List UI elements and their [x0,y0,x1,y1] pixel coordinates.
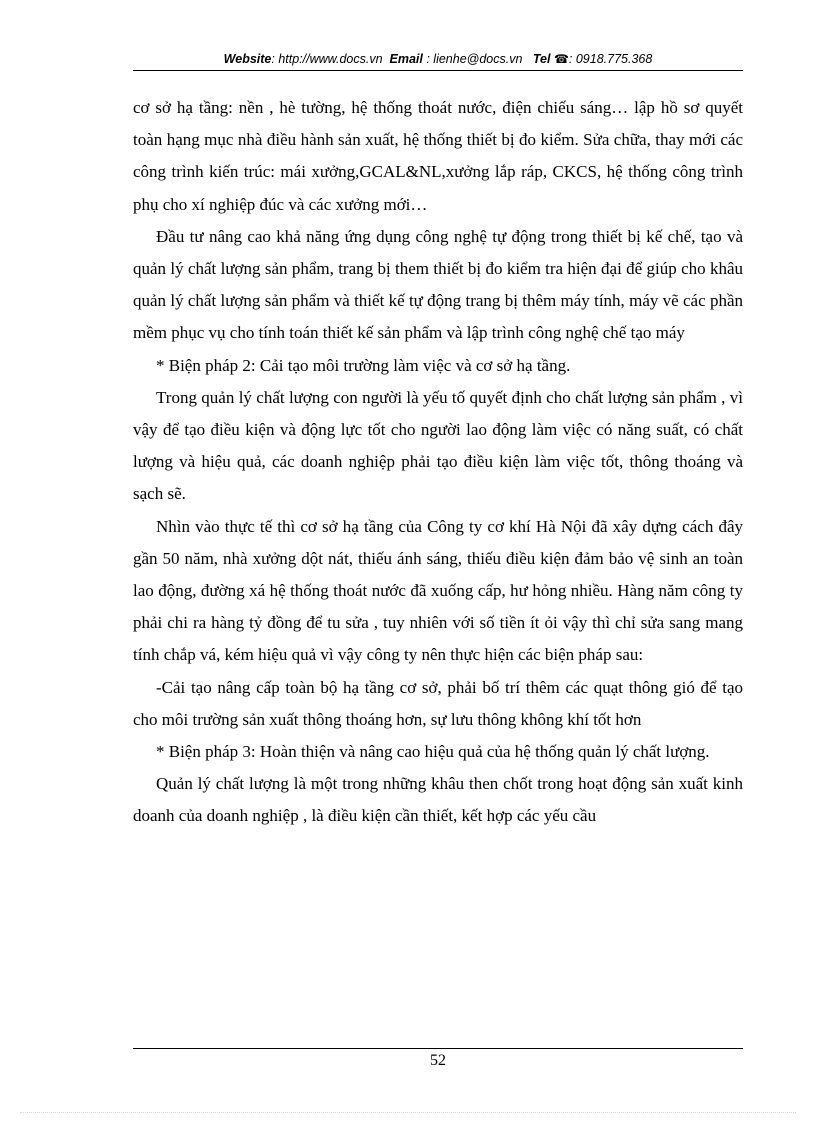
email-label: Email [389,52,423,66]
paragraph-5: Nhìn vào thực tế thì cơ sở hạ tầng của Công ty cơ khí Hà Nội đã xây dựng cách đây gần 50 năm, nhà xưởng dột nát, thiếu ánh sáng, thiếu điều kiện đảm bảo vệ sinh an toàn lao động, đường xá hệ thống thoát nước đã xuống cấp, hư hỏng nhiều. Hàng năm công ty phải chi ra hàng tỷ đồng để tu sửa , tuy nhiên với số tiền ít ỏi vậy thì chỉ sửa sang mang tính chắp vá, kém hiệu quả vì vậy công ty nên thực hiện các biện pháp sau: [133,516,743,665]
paragraph-8: Quản lý chất lượng là một trong những khâu then chốt trong hoạt động sản xuất kinh doanh của doanh nghiệp , là điều kiện cần thiết, kết hợp các yếu cầu [133,774,743,826]
footer-divider [133,1048,743,1049]
measure-2-heading: * Biện pháp 2: Cải tạo môi trường làm việc và cơ sở hạ tầng. [156,355,571,375]
phone-icon: ☎ [553,52,569,66]
tel-value: : 0918.775.368 [568,52,653,66]
tel-label: Tel [532,52,551,66]
paragraph-6: -Cải tạo nâng cấp toàn bộ hạ tầng cơ sở, phải bố trí thêm các quạt thông gió để tạo cho môi trường sản xuất thông thoáng hơn, sự lưu thông không khí tốt hơn [133,677,743,729]
paragraph-1: cơ sở hạ tầng: nền , hè tường, hệ thống thoát nước, điện chiếu sáng… lập hồ sơ quyết toàn hạng mục nhà điều hành sản xuất, hệ thống thiết bị đo kiểm. Sửa chữa, thay mới các công trình kiến trúc: mái xưởng,GCAL&NL,xưởng lắp ráp, CKCS, hệ thống công trình phụ cho xí nghiệp đúc và các xưởng mới… [133,98,743,214]
measure-3-heading: * Biện pháp 3: Hoàn thiện và nâng cao hiệu quả của hệ thống quản lý chất lượng. [156,742,710,762]
document-body [133,92,743,833]
website-value: : http://www.docs.vn [271,52,383,66]
paragraph-4: Trong quản lý chất lượng con người là yếu tố quyết định cho chất lượng sản phẩm , vì vậy để tạo điều kiện và động lực tốt cho người lao động làm việc có năng suất, có chất lượng và hiệu quả, các doanh nghiệp phải tạo điều kiện làm việc tốt, thông thoáng và sạch sẽ. [133,387,743,504]
page-header [133,50,743,71]
page-number: 52 [430,1052,446,1069]
email-value: : lienhe@docs.vn [426,52,523,66]
website-label: Website [223,52,272,66]
page-edge-divider [20,1112,796,1113]
paragraph-2: Đầu tư nâng cao khả năng ứng dụng công nghệ tự động trong thiết bị kế chế, tạo và quản lý chất lượng sản phẩm, trang bị them thiết bị đo kiểm tra hiện đại để giúp cho khâu quản lý chất lượng sản phẩm và thiết kế tự động trang bị thêm máy tính, máy vẽ các phần mềm phục vụ cho tính toán thiết kế sản phẩm và lập trình công nghệ chế tạo máy [133,226,743,343]
